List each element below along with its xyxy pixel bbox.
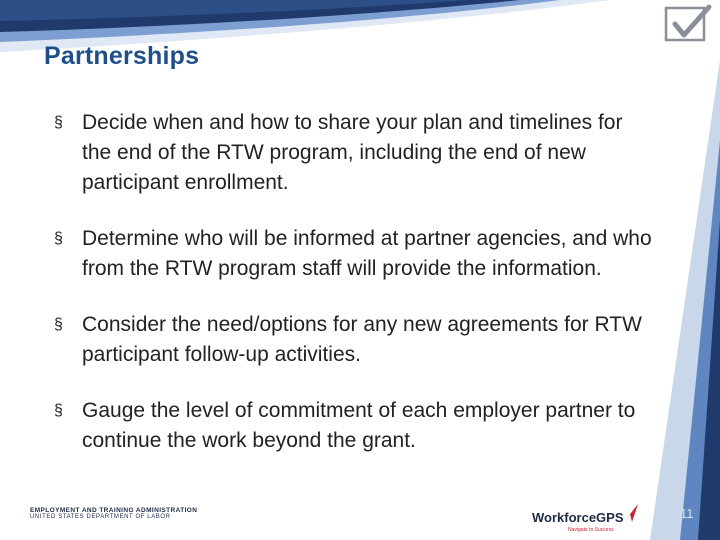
workforcegps-logo — [532, 502, 642, 536]
slide-title: Partnerships — [44, 42, 200, 70]
agency-line-2: UNITED STATES DEPARTMENT OF LABOR — [30, 514, 171, 520]
bullet-list — [54, 108, 654, 456]
bullet-text: Gauge the level of commitment of each employer partner to continue the work beyond the grant. — [82, 399, 636, 452]
checkbox-check-icon — [664, 4, 712, 44]
bullet-marker: § — [54, 316, 63, 333]
bullet-item — [54, 224, 654, 284]
logo-wordmark: WorkforceGPS — [532, 510, 624, 525]
page-number: 11 — [680, 506, 694, 521]
bullet-marker: § — [54, 114, 63, 131]
agency-line-1: EMPLOYMENT AND TRAINING ADMINISTRATION — [30, 507, 198, 514]
bullet-text: Decide when and how to share your plan and timelines for the end of the RTW program, including the end of new participant enrollment. — [82, 111, 623, 194]
bullet-text: Determine who will be informed at partner agencies, and who from the RTW program staff will provide the information. — [82, 227, 652, 280]
agency-footer — [30, 507, 197, 520]
bullet-item — [54, 310, 654, 370]
logo-tagline: Navigate to Success — [568, 527, 614, 533]
bullet-marker: § — [54, 402, 63, 419]
workforcegps-arrow-icon — [622, 502, 640, 524]
bullet-text: Consider the need/options for any new agreements for RTW participant follow-up activities. — [82, 313, 642, 366]
bullet-item — [54, 396, 654, 456]
bullet-marker: § — [54, 230, 63, 247]
bullet-item — [54, 108, 654, 198]
